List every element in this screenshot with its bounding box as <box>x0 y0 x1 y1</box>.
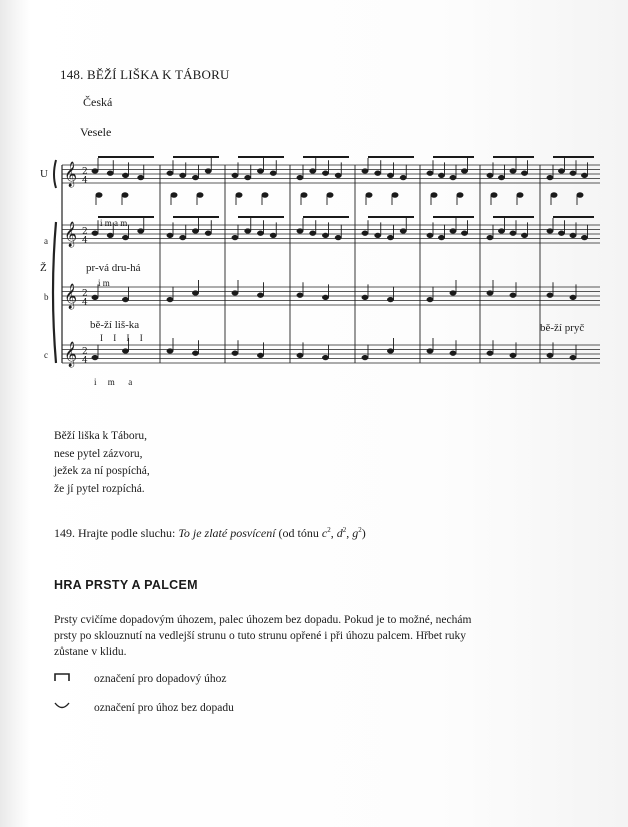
note-head <box>92 231 98 236</box>
note-head <box>270 233 276 238</box>
note-head <box>92 295 98 300</box>
treble-clef-icon: 𝄞 <box>64 284 78 309</box>
note-head <box>322 355 328 360</box>
note-head <box>327 193 333 198</box>
fingering-c-bottom: i m a <box>94 377 133 387</box>
time-signature: 2 <box>82 227 88 237</box>
note-head <box>450 175 456 180</box>
paragraph-line: Prsty cvičíme dopadovým úhozem, palec úhozem bez dopadu. Pokud je to možné, nechám <box>54 614 472 626</box>
note-head <box>232 173 238 178</box>
tone-sup: 2 <box>327 526 331 534</box>
note-head <box>297 353 303 358</box>
note-head <box>205 231 211 236</box>
note-head <box>487 173 493 178</box>
note-head <box>510 293 516 298</box>
treble-clef-icon: 𝄞 <box>64 162 78 187</box>
note-head <box>310 231 316 236</box>
note-head <box>400 175 406 180</box>
fingering-b: i m <box>98 278 110 288</box>
note-head <box>551 193 557 198</box>
note-head <box>301 193 307 198</box>
note-head <box>205 169 211 174</box>
legend-rest-stroke <box>54 672 227 685</box>
note-head <box>92 355 98 360</box>
note-head <box>510 231 516 236</box>
note-head <box>427 233 433 238</box>
tone-g: g <box>352 526 359 540</box>
exercise-prefix: 149. Hrajte podle sluchu: <box>54 526 179 540</box>
note-head <box>366 193 372 198</box>
note-head <box>375 233 381 238</box>
lyrics-part-b-end: bě-ží pryč <box>540 322 585 334</box>
note-head <box>322 171 328 176</box>
note-head <box>498 175 504 180</box>
legend-text: označení pro úhoz bez dopadu <box>94 702 234 714</box>
poem-line: že jí pytel rozpíchá. <box>54 482 145 495</box>
note-head <box>427 171 433 176</box>
note-head <box>510 169 516 174</box>
song-origin: Česká <box>83 95 113 109</box>
note-head <box>107 171 113 176</box>
note-head <box>122 235 128 240</box>
note-head <box>461 169 467 174</box>
note-head <box>570 295 576 300</box>
note-head <box>427 349 433 354</box>
section-heading: HRA PRSTY A PALCEM <box>54 578 198 592</box>
note-head <box>310 169 316 174</box>
note-head <box>192 351 198 356</box>
poem-line: Běží liška k Táboru, <box>54 430 148 442</box>
note-head <box>92 169 98 174</box>
bracket <box>54 160 56 188</box>
note-head <box>232 291 238 296</box>
note-head <box>245 175 251 180</box>
part-label-u: U <box>40 168 48 180</box>
time-signature: 2 <box>82 167 88 177</box>
poem-line: ježek za ní pospíchá, <box>54 465 150 477</box>
time-signature: 4 <box>82 356 88 366</box>
exercise-song-title: To je zlaté posvícení <box>178 526 276 540</box>
note-head <box>236 193 242 198</box>
note-head <box>257 169 263 174</box>
time-signature: 4 <box>82 298 88 308</box>
note-head <box>362 169 368 174</box>
note-head <box>107 233 113 238</box>
note-head <box>257 231 263 236</box>
note-head <box>297 175 303 180</box>
note-head <box>547 353 553 358</box>
section-paragraph <box>54 612 622 660</box>
note-head <box>558 169 564 174</box>
note-head <box>362 295 368 300</box>
note-head <box>192 229 198 234</box>
note-head <box>431 193 437 198</box>
free-stroke-mark-icon <box>54 701 94 714</box>
time-signature: 2 <box>82 289 88 299</box>
note-head <box>547 293 553 298</box>
note-head <box>450 229 456 234</box>
note-head <box>577 193 583 198</box>
note-head <box>387 349 393 354</box>
note-head <box>192 291 198 296</box>
note-head <box>167 171 173 176</box>
note-head <box>122 297 128 302</box>
part-label-a: a <box>44 236 48 246</box>
note-head <box>167 297 173 302</box>
note-head <box>335 173 341 178</box>
note-head <box>122 349 128 354</box>
note-head <box>297 293 303 298</box>
note-head <box>180 235 186 240</box>
note-head <box>570 355 576 360</box>
note-head <box>427 297 433 302</box>
note-head <box>510 353 516 358</box>
note-head <box>138 229 144 234</box>
note-head <box>257 293 263 298</box>
note-head <box>335 235 341 240</box>
time-signature: 4 <box>82 176 88 186</box>
note-head <box>138 175 144 180</box>
note-head <box>461 231 467 236</box>
note-head <box>167 233 173 238</box>
note-head <box>400 229 406 234</box>
note-head <box>570 171 576 176</box>
note-head <box>171 193 177 198</box>
note-head <box>498 229 504 234</box>
lyrics-part-a: pr-vá dru-há <box>86 262 141 274</box>
fingering-c-top: I I I I <box>100 333 147 343</box>
note-head <box>491 193 497 198</box>
exercise-149: 149. Hrajte podle sluchu: To je zlaté posvícení (od tónu $c^2$, $d^2$, $g^2$) <box>54 526 366 540</box>
poem-line: nese pytel zázvoru, <box>54 447 143 460</box>
treble-clef-icon: 𝄞 <box>64 222 78 247</box>
tone-sup: 2 <box>342 526 347 534</box>
note-head <box>232 235 238 240</box>
note-head <box>257 353 263 358</box>
bracket <box>53 222 56 363</box>
part-label-b: b <box>44 292 49 302</box>
exercise-suffix-close: ) <box>361 526 366 540</box>
note-head <box>245 229 251 234</box>
note-head <box>232 351 238 356</box>
note-head <box>392 193 398 198</box>
note-head <box>387 235 393 240</box>
lyrics-part-b: bě-ží liš-ka <box>90 319 140 331</box>
tone-sup: 2 <box>358 526 362 534</box>
tone-c: c <box>321 526 328 540</box>
note-head <box>122 193 128 198</box>
fingering-a: i m a m <box>100 218 128 228</box>
song-lyrics-poem <box>54 428 150 498</box>
note-head <box>362 355 368 360</box>
part-label-c: c <box>44 350 48 360</box>
time-signature: 2 <box>82 347 88 357</box>
note-head <box>322 233 328 238</box>
note-head <box>192 175 198 180</box>
music-score <box>0 0 628 400</box>
note-head <box>180 173 186 178</box>
exercise-suffix-open: (od tónu <box>275 526 322 540</box>
note-head <box>438 235 444 240</box>
note-head <box>487 351 493 356</box>
note-head <box>570 233 576 238</box>
note-head <box>122 173 128 178</box>
note-head <box>487 235 493 240</box>
note-head <box>487 291 493 296</box>
tempo-marking: Vesele <box>80 125 112 139</box>
note-head <box>262 193 268 198</box>
legend-text: označení pro dopadový úhoz <box>94 673 227 685</box>
note-head <box>270 171 276 176</box>
part-label-z: Ž <box>40 262 47 274</box>
paragraph-line: prsty po sklouznutí na vedlejší strunu o tuto strunu opřené i při úhozu palcem. Hřbet ruky <box>54 630 467 642</box>
note-head <box>521 233 527 238</box>
note-head <box>547 229 553 234</box>
note-head <box>297 229 303 234</box>
note-head <box>450 351 456 356</box>
note-head <box>167 349 173 354</box>
note-head <box>521 171 527 176</box>
note-head <box>375 171 381 176</box>
note-head <box>96 193 102 198</box>
note-head <box>517 193 523 198</box>
paragraph-line: zůstane v klidu. <box>54 646 127 658</box>
treble-clef-icon: 𝄞 <box>64 342 78 367</box>
note-head <box>547 175 553 180</box>
note-head <box>457 193 463 198</box>
note-head <box>362 231 368 236</box>
rest-stroke-mark-icon <box>54 672 94 685</box>
song-title: 148. BĚŽÍ LIŠKA K TÁBORU <box>60 67 230 82</box>
note-head <box>197 193 203 198</box>
note-head <box>581 173 587 178</box>
note-head <box>581 235 587 240</box>
note-head <box>387 173 393 178</box>
note-head <box>450 291 456 296</box>
tone-d: d <box>336 526 343 540</box>
note-head <box>387 297 393 302</box>
note-head <box>438 173 444 178</box>
note-head <box>558 231 564 236</box>
legend-free-stroke <box>54 701 234 714</box>
time-signature: 4 <box>82 236 88 246</box>
note-head <box>322 295 328 300</box>
